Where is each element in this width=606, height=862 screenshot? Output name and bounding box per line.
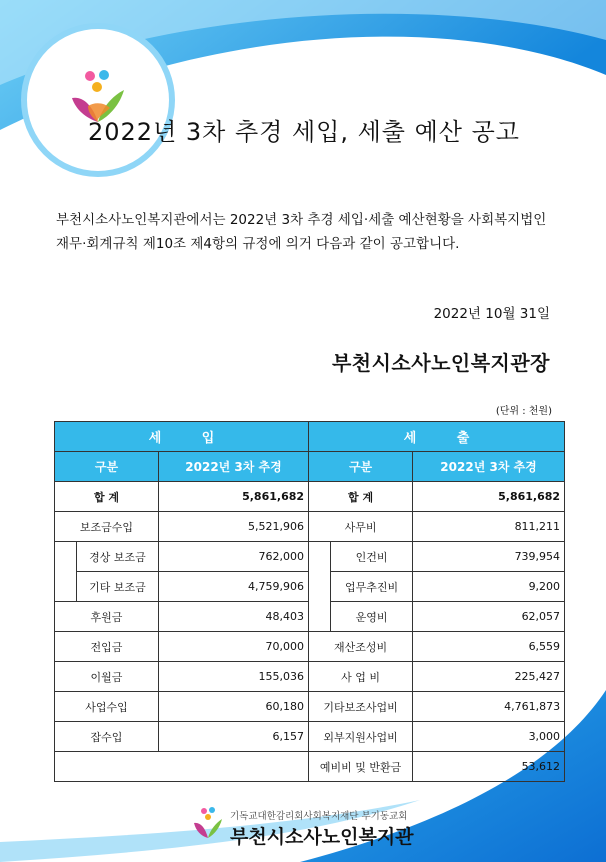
expense-category-header: 구분 bbox=[309, 452, 413, 482]
table-row bbox=[55, 722, 565, 752]
announcement-date: 2022년 10월 31일 bbox=[433, 306, 550, 322]
table-row bbox=[55, 542, 565, 572]
table-row bbox=[55, 662, 565, 692]
expense-label: 기타보조사업비 bbox=[309, 692, 413, 722]
expense-header: 세 출 bbox=[309, 422, 565, 452]
expense-value: 739,954 bbox=[413, 542, 565, 572]
expense-sublabel: 운영비 bbox=[331, 602, 413, 632]
revenue-label: 사업수입 bbox=[55, 692, 159, 722]
expense-label: 예비비 및 반환금 bbox=[309, 752, 413, 782]
expense-amount-header: 2022년 3차 추경 bbox=[413, 452, 565, 482]
revenue-value: 6,157 bbox=[159, 722, 309, 752]
revenue-value: 4,759,906 bbox=[159, 572, 309, 602]
revenue-label: 전입금 bbox=[55, 632, 159, 662]
revenue-value: 5,861,682 bbox=[159, 482, 309, 512]
revenue-category-header: 구분 bbox=[55, 452, 159, 482]
revenue-value: 70,000 bbox=[159, 632, 309, 662]
intro-text: 부천시소사노인복지관에서는 2022년 3차 추경 세입·세출 예산현황을 사회복지법인 재무·회계규칙 제10조 제4항의 규정에 의거 다음과 같이 공고합니다. bbox=[56, 212, 547, 252]
expense-label: 외부지원사업비 bbox=[309, 722, 413, 752]
revenue-value: 762,000 bbox=[159, 542, 309, 572]
expense-value: 53,612 bbox=[413, 752, 565, 782]
expense-value: 62,057 bbox=[413, 602, 565, 632]
expense-value: 6,559 bbox=[413, 632, 565, 662]
budget-table bbox=[54, 421, 565, 782]
revenue-empty bbox=[55, 752, 309, 782]
revenue-amount-header: 2022년 3차 추경 bbox=[159, 452, 309, 482]
revenue-label: 합 계 bbox=[55, 482, 159, 512]
revenue-value: 5,521,906 bbox=[159, 512, 309, 542]
footer-organization: 기독교대한감리회사회복지재단 부기동교회 bbox=[230, 811, 408, 822]
revenue-label: 이월금 bbox=[55, 662, 159, 692]
footer-center-name: 부천시소사노인복지관 bbox=[230, 826, 414, 848]
revenue-value: 155,036 bbox=[159, 662, 309, 692]
revenue-sublabel: 기타 보조금 bbox=[77, 572, 159, 602]
expense-value: 811,211 bbox=[413, 512, 565, 542]
revenue-indent bbox=[55, 542, 77, 602]
revenue-label: 잡수입 bbox=[55, 722, 159, 752]
expense-value: 3,000 bbox=[413, 722, 565, 752]
revenue-value: 60,180 bbox=[159, 692, 309, 722]
revenue-sublabel: 경상 보조금 bbox=[77, 542, 159, 572]
revenue-header: 세 입 bbox=[55, 422, 309, 452]
table-row bbox=[55, 632, 565, 662]
expense-label: 재산조성비 bbox=[309, 632, 413, 662]
unit-note: (단위 : 천원) bbox=[495, 406, 552, 417]
expense-label: 사무비 bbox=[309, 512, 413, 542]
expense-value: 225,427 bbox=[413, 662, 565, 692]
expense-label: 사 업 비 bbox=[309, 662, 413, 692]
signer-name: 부천시소사노인복지관장 bbox=[331, 351, 550, 375]
footer-logo-icon bbox=[190, 806, 226, 842]
expense-value: 5,861,682 bbox=[413, 482, 565, 512]
expense-label: 합 계 bbox=[309, 482, 413, 512]
expense-sublabel: 인건비 bbox=[331, 542, 413, 572]
expense-indent bbox=[309, 542, 331, 632]
revenue-value: 48,403 bbox=[159, 602, 309, 632]
expense-value: 4,761,873 bbox=[413, 692, 565, 722]
expense-sublabel: 업무추진비 bbox=[331, 572, 413, 602]
table-row bbox=[55, 482, 565, 512]
revenue-label: 보조금수입 bbox=[55, 512, 159, 542]
table-row bbox=[55, 512, 565, 542]
revenue-label: 후원금 bbox=[55, 602, 159, 632]
page-title: 2022년 3차 추경 세입, 세출 예산 공고 bbox=[88, 118, 520, 146]
table-row bbox=[55, 752, 565, 782]
expense-value: 9,200 bbox=[413, 572, 565, 602]
table-row bbox=[55, 692, 565, 722]
